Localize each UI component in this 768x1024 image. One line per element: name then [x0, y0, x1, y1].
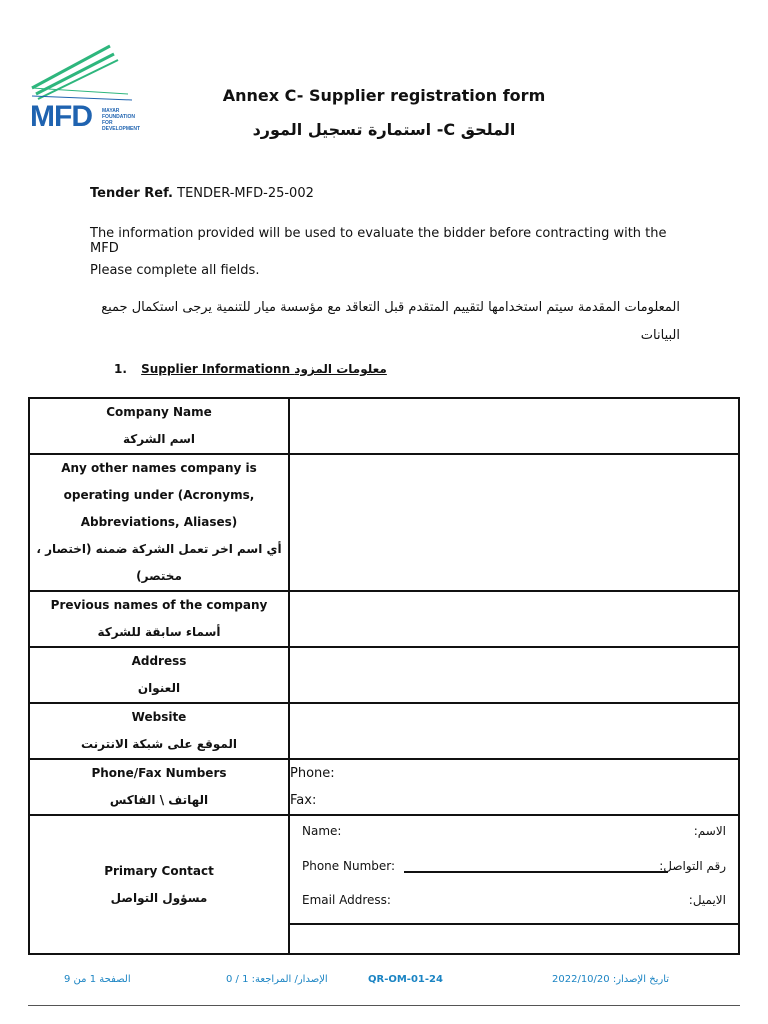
logo-text: MFD [30, 100, 92, 133]
label-ar: أي اسم اخر تعمل الشركة ضمنه (اختصار ، مختصر) [36, 542, 282, 583]
label-ar: اسم الشركة [122, 432, 196, 446]
table-row [29, 759, 739, 815]
table-row [29, 591, 739, 647]
footer-divider [28, 1005, 740, 1006]
label-en: Any other names company is operating under (Acronyms, Abbreviations, Aliases) [61, 461, 257, 529]
complete-text-en: Please complete all fields. [90, 263, 260, 278]
row-label-website [29, 703, 289, 759]
logo-subtext: MAYAR FOUNDATION FOR DEVELOPMENT [102, 108, 141, 132]
section-heading [114, 362, 387, 376]
contact-email-label-en: Email Address: [302, 893, 391, 907]
label-en: Address [131, 654, 187, 668]
address-field[interactable] [289, 647, 739, 703]
label-en: Primary Contact [104, 863, 214, 878]
footer-page: الصفحة 1 من 9 [64, 974, 131, 985]
label-en: Previous names of the company [50, 598, 268, 612]
primary-contact-field [289, 815, 739, 954]
info-text-ar: المعلومات المقدمة سيتم استخدامها لتقييم المتقدم قبل التعاقد مع مؤسسة ميار للتنمية يرجى استكمال جميع البيانات [101, 300, 680, 343]
tender-ref-label: Tender Ref. [90, 186, 173, 201]
section-number: 1. [114, 362, 127, 376]
other-names-field[interactable] [289, 454, 739, 591]
contact-name-label-en: Name: [302, 824, 342, 838]
info-text-en: The information provided will be used to evaluate the bidder before contracting with the MFD [90, 226, 667, 256]
table-row [29, 454, 739, 591]
label-ar: مسؤول التواصل [110, 890, 208, 905]
phone-fax-field[interactable] [289, 759, 739, 815]
footer-revision: الإصدار/ المراجعة: 1 / 0 [226, 974, 328, 985]
row-label-previous-names [29, 591, 289, 647]
phone-underline [404, 871, 668, 873]
table-row [29, 647, 739, 703]
page-title-en: Annex C- Supplier registration form [222, 86, 546, 105]
row-label-primary-contact [29, 815, 289, 954]
label-en: Website [131, 710, 187, 724]
previous-names-field[interactable] [289, 591, 739, 647]
label-ar: أسماء سابقة للشركة [97, 625, 221, 639]
label-en: Company Name [106, 405, 212, 419]
contact-email-label-ar: الايميل: [688, 893, 726, 907]
fax-label: Fax: [290, 793, 317, 808]
contact-phone-label-ar: رقم التواصل: [659, 859, 726, 873]
contact-divider [290, 923, 738, 925]
footer-code: QR-OM-01-24 [368, 974, 443, 985]
table-row [29, 815, 739, 954]
table-row [29, 398, 739, 454]
section-title: Supplier Informationn معلومات المزود [141, 362, 387, 376]
supplier-info-table [28, 397, 740, 955]
label-ar: الهاتف \ الفاكس [109, 793, 209, 807]
table-row [29, 703, 739, 759]
row-label-address [29, 647, 289, 703]
row-label-phone-fax [29, 759, 289, 815]
row-label-other-names [29, 454, 289, 591]
phone-label: Phone: [290, 766, 335, 781]
tender-ref [90, 186, 690, 201]
label-ar: الموقع على شبكة الانترنت [80, 737, 238, 751]
company-name-field[interactable] [289, 398, 739, 454]
label-en: Phone/Fax Numbers [91, 766, 227, 780]
website-field[interactable] [289, 703, 739, 759]
contact-name-label-ar: الاسم: [693, 824, 726, 838]
contact-phone-label-en: Phone Number: [302, 859, 396, 873]
row-label-company-name [29, 398, 289, 454]
label-ar: العنوان [137, 681, 181, 695]
page-title-ar: الملحق C- استمارة تسجيل المورد [252, 120, 516, 139]
footer-date: تاريخ الإصدار: 2022/10/20 [552, 974, 670, 985]
tender-ref-value: TENDER-MFD-25-002 [177, 186, 314, 201]
